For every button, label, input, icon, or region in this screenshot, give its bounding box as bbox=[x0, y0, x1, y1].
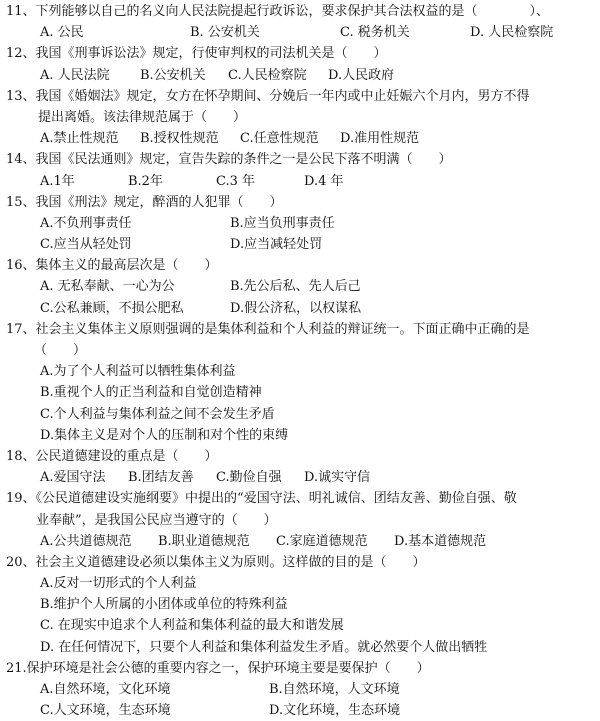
question-13-option-b: B.授权性规范 bbox=[140, 131, 219, 147]
question-13-option-a: A.禁止性规范 bbox=[40, 131, 119, 147]
question-18-stem: 18、公民道德建设的重点是（ ） bbox=[6, 448, 218, 464]
question-14-stem: 14、我国《民法通则》规定，宣告失踪的条件之一是公民下落不明满（ ） bbox=[6, 152, 452, 168]
question-17-option-a: A.为了个人利益可以牺牲集体利益 bbox=[40, 364, 236, 380]
question-16-option-b: B.先公后私、先人后己 bbox=[230, 279, 361, 295]
question-14-option-c: C.3 年 bbox=[216, 173, 256, 189]
question-19-option-d: D.基本道德规范 bbox=[394, 533, 487, 549]
question-18-option-d: D.诚实守信 bbox=[304, 470, 371, 486]
question-19-option-a: A.公共道德规范 bbox=[40, 533, 132, 549]
question-14-option-a: A.1年 bbox=[40, 173, 75, 189]
question-21-options-row-2 bbox=[0, 700, 600, 721]
question-21-option-a: A.自然环境，文化环境 bbox=[40, 682, 171, 697]
question-16-option-d: D.假公济私，以权谋私 bbox=[230, 300, 362, 316]
question-19-stem-line-1: 19、《公民道德建设实施纲要》中提出的“爱国守法、明礼诚信、团结友善、勤俭自强、敬 bbox=[6, 491, 517, 507]
question-15-option-a: A.不负刑事责任 bbox=[40, 215, 132, 231]
question-13-stem-line-1: 13、我国《婚姻法》规定，女方在怀孕期间、分娩后一年内或中止妊娠六个月内，男方不得 bbox=[6, 88, 530, 104]
question-11-stem: 11、下列能够以自己的名义向人民法院提起行政诉讼，要求保护其合法权益的是（ ）、 bbox=[6, 4, 550, 19]
question-14-option-d: D.4 年 bbox=[304, 173, 344, 189]
question-13-stem-line-2: 提出离婚。该法律规范属于（ ） bbox=[38, 109, 247, 125]
question-13-option-c: C.任意性规范 bbox=[240, 131, 319, 147]
question-15-options-row-2 bbox=[0, 234, 600, 255]
question-13-options bbox=[0, 128, 600, 149]
question-18-option-a: A.爱国守法 bbox=[40, 470, 106, 486]
question-17-option-b: B.重视个人的正当利益和自觉创造精神 bbox=[40, 385, 262, 401]
question-17-option-d: D.集体主义是对个人的压制和对个性的束缚 bbox=[40, 427, 289, 443]
question-16-option-a: A. 无私奉献、一心为公 bbox=[40, 279, 175, 295]
question-18-option-b: B.团结友善 bbox=[128, 470, 194, 486]
question-20-option-c: C. 在现实中追求个人利益和集体利益的最大和谐发展 bbox=[40, 618, 344, 634]
question-15-option-b: B.应当负刑事责任 bbox=[230, 215, 335, 231]
question-15-option-c: C.应当从轻处罚 bbox=[40, 237, 132, 253]
question-20-stem: 20、社会主义道德建设必须以集体主义为原则。这样做的目的是（ ） bbox=[6, 554, 426, 570]
question-16-options-row-1 bbox=[0, 276, 600, 297]
question-11-option-c: C. 税务机关 bbox=[340, 25, 410, 41]
question-13-option-d: D.准用性规范 bbox=[340, 131, 420, 147]
question-18-options bbox=[0, 467, 600, 488]
question-19-stem-line-2: 业奉献”，是我国公民应当遵守的（ ） bbox=[36, 512, 277, 528]
question-16-option-c: C.公私兼顾，不损公肥私 bbox=[40, 300, 184, 316]
question-15-options-row-1 bbox=[0, 213, 600, 234]
question-15-option-d: D.应当减轻处罚 bbox=[230, 237, 323, 253]
question-19-options bbox=[0, 531, 600, 552]
question-20-option-b: B.维护个人所属的小团体或单位的特殊利益 bbox=[40, 597, 288, 613]
question-11-option-b: B. 公安机关 bbox=[190, 25, 260, 41]
question-21-option-d: D.文化环境，生态环境 bbox=[269, 703, 401, 719]
question-17-stem-line-2: （ ） bbox=[34, 343, 87, 358]
question-19-option-c: C.家庭道德规范 bbox=[276, 533, 368, 549]
question-15-stem: 15、我国《刑法》规定，醉酒的人犯罪（ ） bbox=[6, 194, 283, 210]
question-21-stem: 21.保护环境是社会公德的重要内容之一，保护环境主要是要保护（ ） bbox=[6, 660, 430, 676]
question-12-option-d: D.人民政府 bbox=[328, 67, 395, 83]
question-12-option-a: A. 人民法院 bbox=[40, 67, 110, 83]
question-12-option-c: C.人民检察院 bbox=[228, 67, 307, 83]
question-21-option-b: B.自然环境，人文环境 bbox=[269, 682, 400, 697]
question-11-option-d: D. 人民检察院 bbox=[470, 25, 554, 41]
question-14-option-b: B.2年 bbox=[128, 173, 163, 189]
question-16-options-row-2 bbox=[0, 298, 600, 319]
question-19-option-b: B.职业道德规范 bbox=[158, 533, 250, 549]
question-12-options bbox=[0, 65, 600, 86]
question-20-option-a: A.反对一切形式的个人利益 bbox=[40, 576, 197, 592]
question-17-stem-line-1: 17、社会主义集体主义原则强调的是集体利益和个人利益的辩证统一。下面正确中正确的是 bbox=[6, 321, 530, 337]
question-17-option-c: C.个人利益与集体利益之间不会发生矛盾 bbox=[40, 406, 275, 422]
question-18-option-c: C.勤俭自强 bbox=[216, 470, 282, 486]
question-21-options-row-1 bbox=[0, 679, 600, 700]
question-12-stem: 12、我国《刑事诉讼法》规定，行使审判权的司法机关是（ ） bbox=[6, 46, 387, 62]
question-14-options bbox=[0, 171, 600, 192]
question-12-option-b: B.公安机关 bbox=[140, 67, 206, 83]
question-20-option-d: D. 在任何情况下，只要个人利益和集体利益发生矛盾。就必然要个人做出牺牲 bbox=[40, 639, 488, 655]
question-21-option-c: C.人文环境，生态环境 bbox=[40, 703, 171, 719]
question-16-stem: 16、集体主义的最高层次是（ ） bbox=[6, 258, 218, 274]
question-11-options bbox=[0, 22, 600, 43]
question-11-option-a: A. 公民 bbox=[40, 25, 84, 41]
